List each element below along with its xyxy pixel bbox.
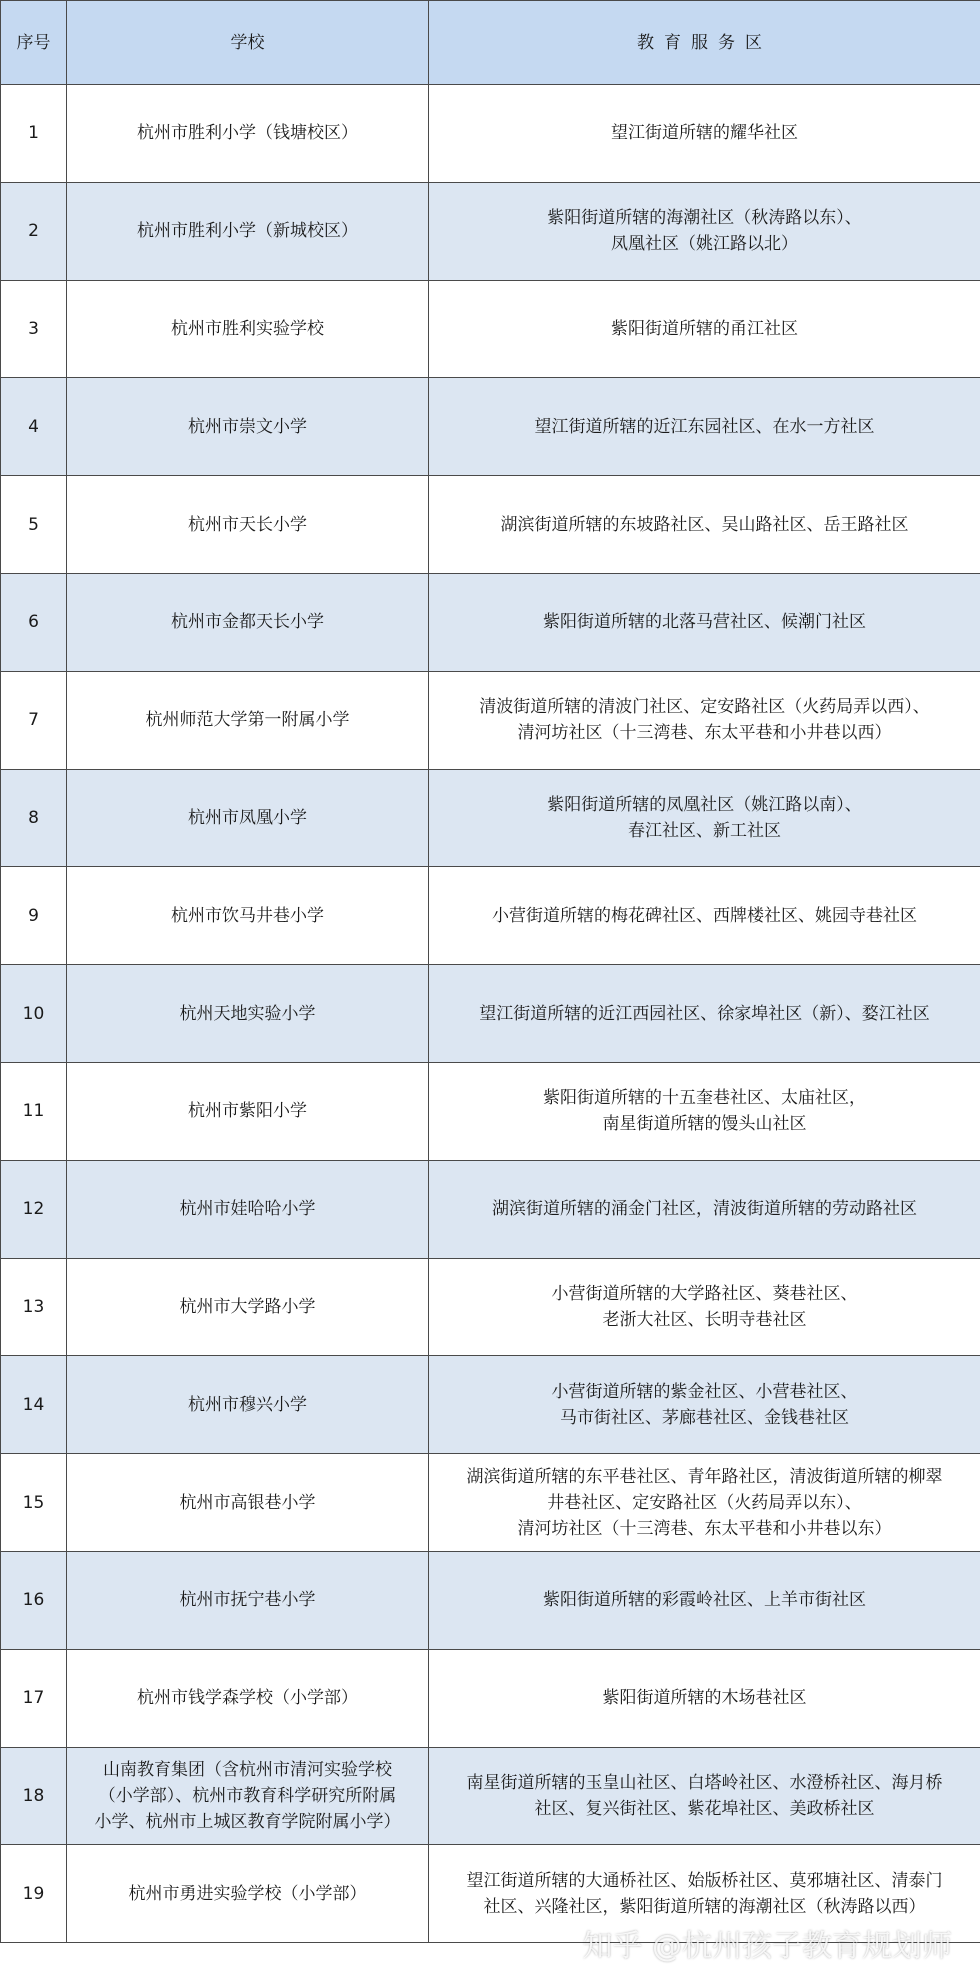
table-row xyxy=(1,1551,980,1649)
school-name xyxy=(67,769,429,867)
service-area xyxy=(429,1356,980,1454)
row-index: 2 xyxy=(1,182,67,280)
school-name-line: 杭州市凤凰小学 xyxy=(188,807,307,828)
service-area-line: 紫阳街道所辖的海潮社区（秋涛路以东）、 xyxy=(547,208,862,229)
school-name-line: 杭州师范大学第一附属小学 xyxy=(145,710,350,731)
service-area xyxy=(429,1258,980,1356)
row-index: 14 xyxy=(1,1356,67,1454)
school-name xyxy=(67,476,429,574)
service-area xyxy=(429,1160,980,1258)
table-row xyxy=(1,1454,980,1552)
service-area-line: 紫阳街道所辖的凤凰社区（姚江路以南）、 xyxy=(547,794,862,815)
school-name xyxy=(67,671,429,769)
school-name-line: 杭州市胜利实验学校 xyxy=(171,318,324,339)
row-index: 10 xyxy=(1,965,67,1063)
school-name xyxy=(67,280,429,378)
service-area-line: 清河坊社区（十三湾巷、东太平巷和小井巷以东） xyxy=(517,1518,892,1539)
school-name-line: 杭州市勇进实验学校（小学部） xyxy=(128,1883,367,1904)
school-name-line: 杭州市娃哈哈小学 xyxy=(179,1199,316,1220)
table-row xyxy=(1,1356,980,1454)
service-area-line: 小营街道所辖的紫金社区、小营巷社区、 xyxy=(551,1381,858,1402)
school-name xyxy=(67,182,429,280)
service-area-line: 望江街道所辖的耀华社区 xyxy=(611,123,798,144)
school-name xyxy=(67,1747,429,1845)
service-area-line: 小营街道所辖的大学路社区、葵巷社区、 xyxy=(551,1283,858,1304)
service-area xyxy=(429,867,980,965)
row-index: 18 xyxy=(1,1747,67,1845)
service-area-line: 南星街道所辖的馒头山社区 xyxy=(602,1114,807,1135)
table-row xyxy=(1,182,980,280)
row-index: 3 xyxy=(1,280,67,378)
row-index: 17 xyxy=(1,1649,67,1747)
school-name-line: 杭州市饮马井巷小学 xyxy=(171,905,324,926)
row-index: 15 xyxy=(1,1454,67,1552)
service-area-line: 清波街道所辖的清波门社区、定安路社区（火药局弄以西）、 xyxy=(479,697,930,718)
service-area-line: 社区、兴隆社区，紫阳街道所辖的海潮社区（秋涛路以西） xyxy=(483,1896,926,1917)
table-row xyxy=(1,1747,980,1845)
service-area-line: 马市街社区、茅廊巷社区、金钱巷社区 xyxy=(560,1407,849,1428)
service-area xyxy=(429,573,980,671)
service-area-line: 井巷社区、定安路社区（火药局弄以东）、 xyxy=(547,1492,862,1513)
service-area xyxy=(429,1649,980,1747)
school-name xyxy=(67,378,429,476)
header-row xyxy=(1,1,980,85)
watermark: 知乎 @杭州孩子教育规划师 xyxy=(582,1929,952,1964)
service-area-line: 紫阳街道所辖的甬江社区 xyxy=(611,318,798,339)
table-row xyxy=(1,769,980,867)
row-index: 5 xyxy=(1,476,67,574)
school-name-line: 山南教育集团（含杭州市清河实验学校 xyxy=(103,1759,392,1780)
table-row xyxy=(1,671,980,769)
service-area xyxy=(429,280,980,378)
header-school: 学校 xyxy=(67,1,429,85)
service-area-line: 紫阳街道所辖的十五奎巷社区、太庙社区， xyxy=(543,1088,866,1109)
service-area-line: 湖滨街道所辖的东坡路社区、吴山路社区、岳王路社区 xyxy=(500,514,909,535)
row-index: 9 xyxy=(1,867,67,965)
table-row xyxy=(1,280,980,378)
service-area-line: 老浙大社区、长明寺巷社区 xyxy=(602,1309,807,1330)
school-name xyxy=(67,1454,429,1552)
school-name xyxy=(67,573,429,671)
school-name-line: （小学部）、杭州市教育科学研究所附属 xyxy=(98,1785,397,1806)
row-index: 16 xyxy=(1,1551,67,1649)
school-name-line: 小学、杭州市上城区教育学院附属小学） xyxy=(94,1811,401,1832)
table-row xyxy=(1,85,980,183)
school-name xyxy=(67,1845,429,1943)
school-name-line: 杭州市紫阳小学 xyxy=(188,1101,307,1122)
school-name-line: 杭州市钱学森学校（小学部） xyxy=(137,1688,358,1709)
header-index: 序号 xyxy=(1,1,67,85)
service-area xyxy=(429,965,980,1063)
school-name xyxy=(67,1356,429,1454)
service-area-line: 紫阳街道所辖的木场巷社区 xyxy=(602,1688,807,1709)
header-service-area: 教育服务区 xyxy=(429,1,980,85)
row-index: 12 xyxy=(1,1160,67,1258)
table-row xyxy=(1,573,980,671)
school-name xyxy=(67,1649,429,1747)
row-index: 6 xyxy=(1,573,67,671)
table-row xyxy=(1,1649,980,1747)
school-name-line: 杭州市金都天长小学 xyxy=(171,612,324,633)
school-name-line: 杭州市崇文小学 xyxy=(188,416,307,437)
service-area xyxy=(429,378,980,476)
row-index: 11 xyxy=(1,1062,67,1160)
school-name-line: 杭州市高银巷小学 xyxy=(179,1492,316,1513)
table-row xyxy=(1,476,980,574)
school-name xyxy=(67,965,429,1063)
school-name xyxy=(67,85,429,183)
service-area-line: 南星街道所辖的玉皇山社区、白塔岭社区、水澄桥社区、海月桥 xyxy=(466,1772,943,1793)
school-name-line: 杭州市大学路小学 xyxy=(179,1296,316,1317)
service-area-line: 湖滨街道所辖的东平巷社区、青年路社区，清波街道所辖的柳翠 xyxy=(466,1466,943,1487)
service-area xyxy=(429,85,980,183)
school-name xyxy=(67,1160,429,1258)
school-name-line: 杭州市抚宁巷小学 xyxy=(179,1590,316,1611)
service-area-line: 紫阳街道所辖的彩霞岭社区、上羊市街社区 xyxy=(543,1590,866,1611)
school-name-line: 杭州市胜利小学（新城校区） xyxy=(137,221,358,242)
school-name xyxy=(67,1258,429,1356)
service-area-line: 望江街道所辖的大通桥社区、始版桥社区、莫邪塘社区、清泰门 xyxy=(466,1870,943,1891)
service-area xyxy=(429,182,980,280)
service-area xyxy=(429,1062,980,1160)
table-row xyxy=(1,1160,980,1258)
table-row xyxy=(1,867,980,965)
school-name-line: 杭州市胜利小学（钱塘校区） xyxy=(137,123,358,144)
school-name-line: 杭州市穆兴小学 xyxy=(188,1394,307,1415)
school-name xyxy=(67,1551,429,1649)
service-area xyxy=(429,1454,980,1552)
service-area-line: 清河坊社区（十三湾巷、东太平巷和小井巷以西） xyxy=(517,723,892,744)
service-area-line: 社区、复兴街社区、紫花埠社区、美政桥社区 xyxy=(534,1798,875,1819)
service-area xyxy=(429,476,980,574)
row-index: 4 xyxy=(1,378,67,476)
school-name xyxy=(67,1062,429,1160)
service-area-line: 湖滨街道所辖的涌金门社区，清波街道所辖的劳动路社区 xyxy=(492,1199,917,1220)
school-name-line: 杭州天地实验小学 xyxy=(179,1003,316,1024)
row-index: 1 xyxy=(1,85,67,183)
service-area-line: 望江街道所辖的近江东园社区、在水一方社区 xyxy=(534,416,875,437)
table-row xyxy=(1,378,980,476)
school-name-line: 杭州市天长小学 xyxy=(188,514,307,535)
row-index: 8 xyxy=(1,769,67,867)
service-area-line: 望江街道所辖的近江西园社区、徐家埠社区（新）、婺江社区 xyxy=(479,1003,930,1024)
table-row xyxy=(1,1258,980,1356)
row-index: 19 xyxy=(1,1845,67,1943)
service-area-line: 凤凰社区（姚江路以北） xyxy=(611,234,798,255)
school-name xyxy=(67,867,429,965)
row-index: 7 xyxy=(1,671,67,769)
service-area xyxy=(429,1747,980,1845)
service-area-line: 小营街道所辖的梅花碑社区、西牌楼社区、姚园寺巷社区 xyxy=(492,905,917,926)
service-area-line: 春江社区、新工社区 xyxy=(628,820,781,841)
row-index: 13 xyxy=(1,1258,67,1356)
service-area-line: 紫阳街道所辖的北落马营社区、候潮门社区 xyxy=(543,612,866,633)
service-area xyxy=(429,769,980,867)
service-area xyxy=(429,1551,980,1649)
table-row xyxy=(1,965,980,1063)
table-row xyxy=(1,1062,980,1160)
service-area xyxy=(429,671,980,769)
